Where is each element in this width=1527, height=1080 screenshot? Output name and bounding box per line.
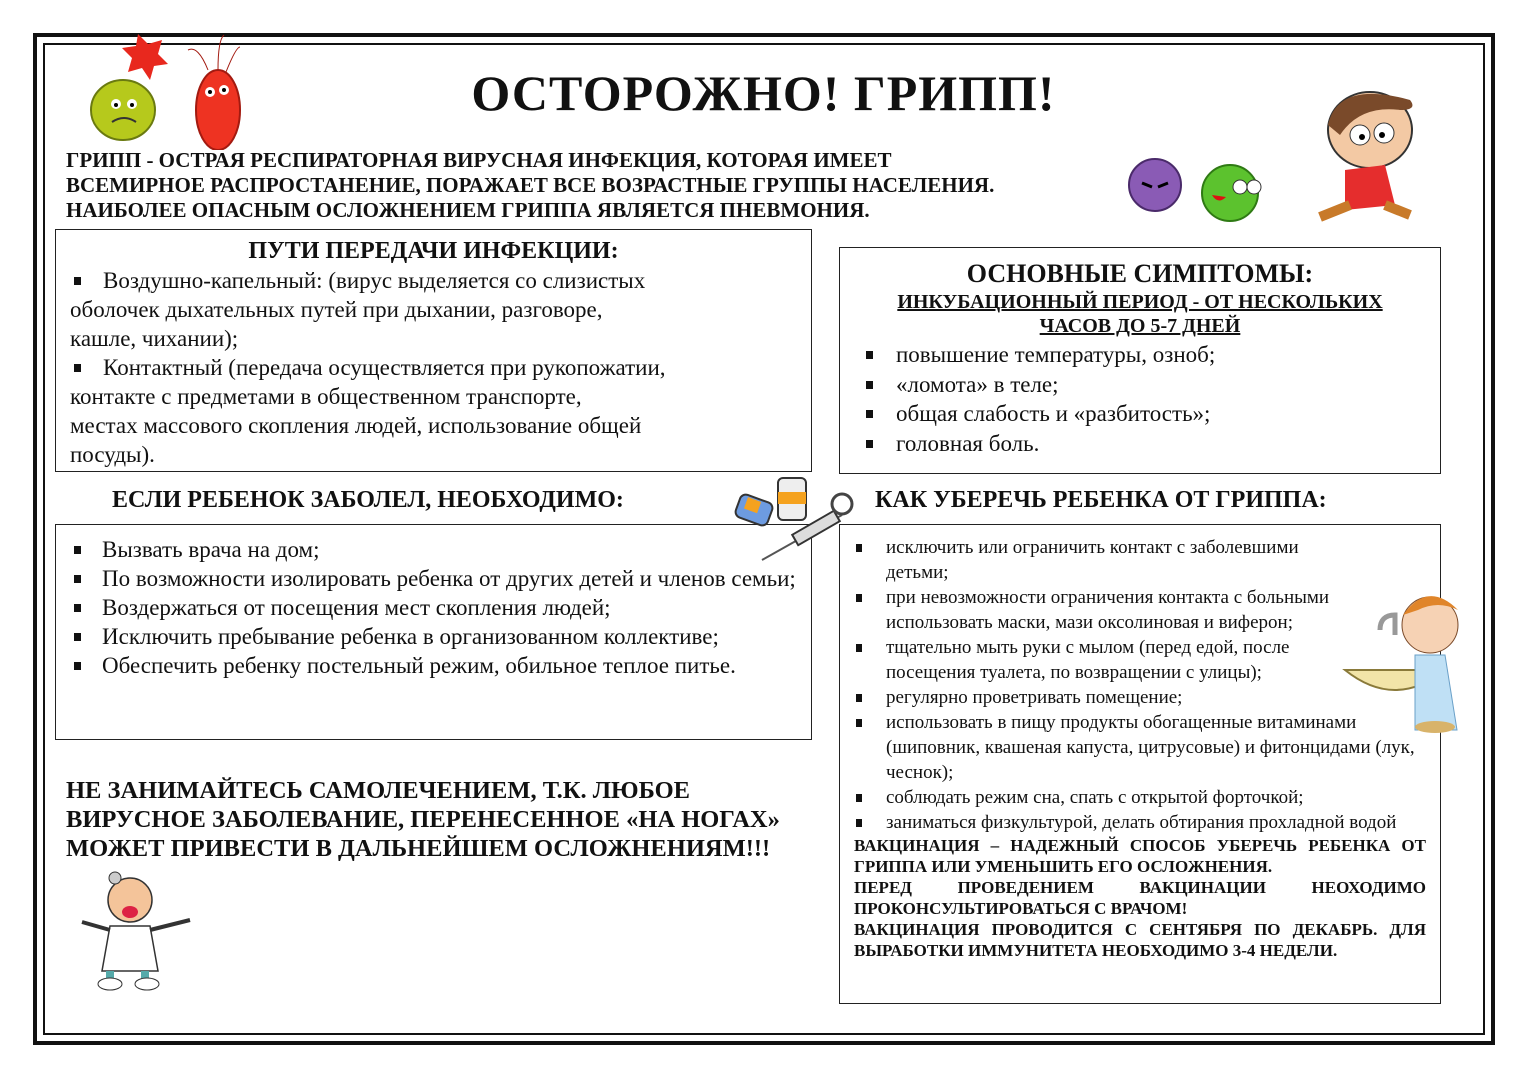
if-sick-item: По возможности изолировать ребенка от других детей и членов семьи; [56,564,801,593]
transmission-heading: ПУТИ ПЕРЕДАЧИ ИНФЕКЦИИ: [248,238,619,264]
warning-line: МОЖЕТ ПРИВЕСТИ В ДАЛЬНЕЙШЕМ ОСЛОЖНЕНИЯМ!!! [66,835,771,862]
transmission-item-continuation: контакте с предметами в общественном транспорте, [70,384,582,409]
protect-item: заниматься физкультурой, делать обтирания прохладной водой [840,810,1426,835]
transmission-item-continuation: посуды). [70,442,155,467]
warning-line: НЕ ЗАНИМАЙТЕСЬ САМОЛЕЧЕНИЕМ, Т.К. ЛЮБОЕ [66,777,691,804]
protect-item: исключить или ограничить контакт с заболевшими детьми; [840,535,1356,585]
symptom-item: общая слабость и «разбитость»; [850,399,1430,429]
incubation-line: ЧАСОВ ДО 5-7 ДНЕЙ [1039,315,1241,337]
transmission-item-continuation: местах массового скопления людей, использование общей [70,413,642,438]
if-sick-item: Воздержаться от посещения мест скопления людей; [56,593,801,622]
boy-running-from-germs-icon [1100,75,1430,225]
bullet-icon [74,364,81,372]
symptom-item: головная боль. [850,429,1430,459]
page-title: ОСТОРОЖНО! ГРИПП! [471,65,1056,121]
incubation-period [850,290,1430,338]
protect-item: тщательно мыть руки с мылом (перед едой, после посещения туалета, по возвращении с улицы); [840,635,1356,685]
vaccination-line: ПЕРЕД ПРОВЕДЕНИЕМ ВАКЦИНАЦИИ НЕОХОДИМО ПРОКОНСУЛЬТИРОВАТЬСЯ С ВРАЧОМ! [854,878,1426,918]
protect-item: при невозможности ограничения контакта с больными использовать маски, мази оксолиновая и виферон; [840,585,1356,635]
doctor-cartoon-icon [75,868,205,993]
boy-washing-hands-icon [1335,585,1470,735]
transmission-item: Воздушно-капельный: (вирус выделяется со слизистых [70,266,797,295]
self-treatment-warning [66,776,826,863]
symptoms-list [850,340,1430,458]
protect-item: регулярно проветривать помещение; [840,685,1356,710]
bullet-icon [74,277,81,285]
if-sick-section [55,524,812,740]
intro-line: НАИБОЛЕЕ ОПАСНЫМ ОСЛОЖНЕНИЕМ ГРИППА ЯВЛЯЕТСЯ ПНЕВМОНИЯ. [66,198,870,222]
protect-heading: КАК УБЕРЕЧЬ РЕБЕНКА ОТ ГРИППА: [875,487,1327,513]
intro-line: ВСЕМИРНОЕ РАСПРОСТАНЕНИЕ, ПОРАЖАЕТ ВСЕ ВОЗРАСТНЫЕ ГРУППЫ НАСЕЛЕНИЯ. [66,173,995,197]
symptoms-heading: ОСНОВНЫЕ СИМПТОМЫ: [966,259,1314,288]
symptom-item: «ломота» в теле; [850,370,1430,400]
if-sick-heading: ЕСЛИ РЕБЕНОК ЗАБОЛЕЛ, НЕОБХОДИМО: [112,487,624,513]
transmission-item-continuation: оболочек дыхательных путей при дыхании, разговоре, [70,297,603,322]
transmission-item: Контактный (передача осуществляется при рукопожатии, [70,353,797,382]
warning-line: ВИРУСНОЕ ЗАБОЛЕВАНИЕ, ПЕРЕНЕСЕННОЕ «НА НОГАХ» [66,806,780,833]
intro-line: ГРИПП - ОСТРАЯ РЕСПИРАТОРНАЯ ВИРУСНАЯ ИНФЕКЦИЯ, КОТОРАЯ ИМЕЕТ [66,148,892,172]
if-sick-list [56,535,801,680]
protect-item: использовать в пищу продукты обогащенные витаминами (шиповник, квашеная капуста, цитрусовые) и фитонцидами (лук, чеснок); [840,710,1426,785]
symptoms-section [839,247,1441,474]
vaccination-line: ВАКЦИНАЦИЯ ПРОВОДИТСЯ С СЕНТЯБРЯ ПО ДЕКАБРЬ. ДЛЯ ВЫРАБОТКИ ИММУНИТЕТА НЕОБХОДИМО 3-4 НЕДЕЛИ. [854,920,1426,960]
if-sick-item: Обеспечить ребенку постельный режим, обильное теплое питье. [56,651,801,680]
transmission-section [55,229,812,472]
if-sick-item: Исключить пребывание ребенка в организованном коллективе; [56,622,801,651]
incubation-line: ИНКУБАЦИОННЫЙ ПЕРИОД - ОТ НЕСКОЛЬКИХ [897,291,1383,313]
medicine-vials-syringe-icon [732,470,860,565]
intro-text [66,148,1086,223]
vaccination-line: ВАКЦИНАЦИЯ – НАДЕЖНЫЙ СПОСОБ УБЕРЕЧЬ РЕБЕНКА ОТ ГРИППА ИЛИ УМЕНЬШИТЬ ЕГО ОСЛОЖНЕНИЯ. [854,836,1426,876]
symptom-item: повышение температуры, озноб; [850,340,1430,370]
transmission-item-continuation: кашле, чихании); [70,326,239,351]
protect-item: соблюдать режим сна, спать с открытой форточкой; [840,785,1426,810]
vaccination-info [854,835,1426,961]
if-sick-item: Вызвать врача на дом; [56,535,801,564]
